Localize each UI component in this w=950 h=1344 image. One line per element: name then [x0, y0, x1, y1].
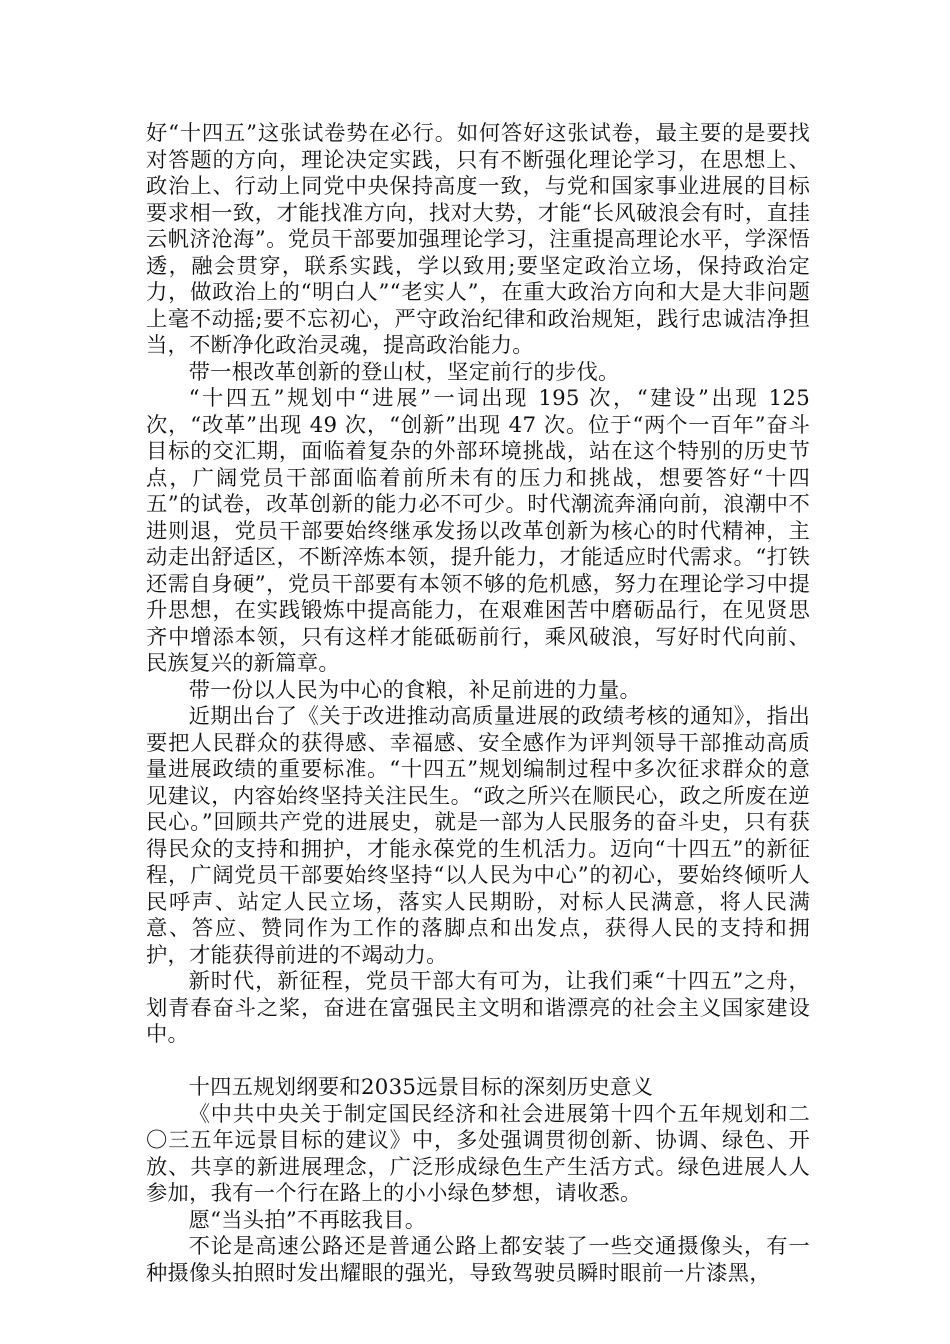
paragraph: 好“十四五”这张试卷势在必行。如何答好这张试卷，最主要的是要找对答题的方向，理论决定实践，只有不断强化理论学习，在思想上、政治上、行动上同党中央保持高度一致，与党和国家事业进展的目标要求相一致，才能找准方向，找对大势，才能“长风破浪会有时，直挂云帆济沧海”。党员干部要加强理论学习，注重提高理论水平，学深悟透，融会贯穿，联系实践，学以致用;要坚定政治立场，保持政治定力，做政治上的“明白人”“老实人”，在重大政治方向和大是大非问题上毫不动摇;要不忘初心，严守政治纪律和政治规矩，践行忠诚洁净担当，不断净化政治灵魂，提高政治能力。 — [146, 121, 810, 358]
paragraph: 《中共中央关于制定国民经济和社会进展第十四个五年规划和二〇三五年远景目标的建议》中，多处强调贯彻创新、协调、绿色、开放、共享的新进展理念，广泛形成绿色生产生活方式。绿色进展人人参加，我有一个行在路上的小小绿色梦想，请收悉。 — [146, 1101, 810, 1206]
paragraph: 新时代，新征程，党员干部大有可为，让我们乘“十四五”之舟，划青春奋斗之桨，奋进在富强民主文明和谐漂亮的社会主义国家建设中。 — [146, 969, 810, 1047]
paragraph: 近期出台了《关于改进推动高质量进展的政绩考核的通知》，指出要把人民群众的获得感、幸福感、安全感作为评判领导干部推动高质量进展政绩的重要标准。“十四五”规划编制过程中多次征求群众的意见建议，内容始终坚持关注民生。“政之所兴在顺民心，政之所废在逆民心。”回顾共产党的进展史，就是一部为人民服务的奋斗史，只有获得民众的支持和拥护，才能永葆党的生机活力。迈向“十四五”的新征程，广阔党员干部要始终坚持“以人民为中心”的初心，要始终倾听人民呼声、站定人民立场，落实人民期盼，对标人民满意，将人民满意、答应、赞同作为工作的落脚点和出发点，获得人民的支持和拥护，才能获得前进的不竭动力。 — [146, 704, 810, 968]
paragraph: 带一根改革创新的登山杖，坚定前行的步伐。 — [188, 359, 620, 385]
document-body — [146, 121, 810, 1287]
section-heading: 十四五规划纲要和2035远景目标的深刻历史意义 — [188, 1075, 654, 1100]
paragraph: “十四五”规划中“进展”一词出现 195 次，“建设”出现 125 次，“改革”出现 49 次，“创新”出现 47 次。位于“两个一百年”奋斗目标的交汇期，面临着复杂的外部环境挑战，站在这个特别的历史节点，广阔党员干部面临着前所未有的压力和挑战，想要答好“十四五”的试卷，改革创新的能力必不可少。时代潮流奔涌向前，浪潮中不进则退，党员干部要始终继承发扬以改革创新为核心的时代精神，主动走出舒适区，不断淬炼本领，提升能力，才能适应时代需求。“打铁还需自身硬”，党员干部要有本领不够的危机感，努力在理论学习中提升思想，在实践锻炼中提高能力，在艰难困苦中磨砺品行，在见贤思齐中增添本领，只有这样才能砥砺前行，乘风破浪，写好时代向前、民族复兴的新篇章。 — [146, 386, 810, 676]
paragraph: 不论是高速公路还是普通公路上都安装了一些交通摄像头，有一种摄像头拍照时发出耀眼的强光，导致驾驶员瞬时眼前一片漆黑， — [146, 1234, 810, 1286]
blank-line — [146, 1049, 810, 1076]
paragraph: 愿“当头拍”不再眩我目。 — [188, 1207, 427, 1233]
paragraph: 带一份以人民为中心的食粮，补足前进的力量。 — [188, 677, 642, 703]
